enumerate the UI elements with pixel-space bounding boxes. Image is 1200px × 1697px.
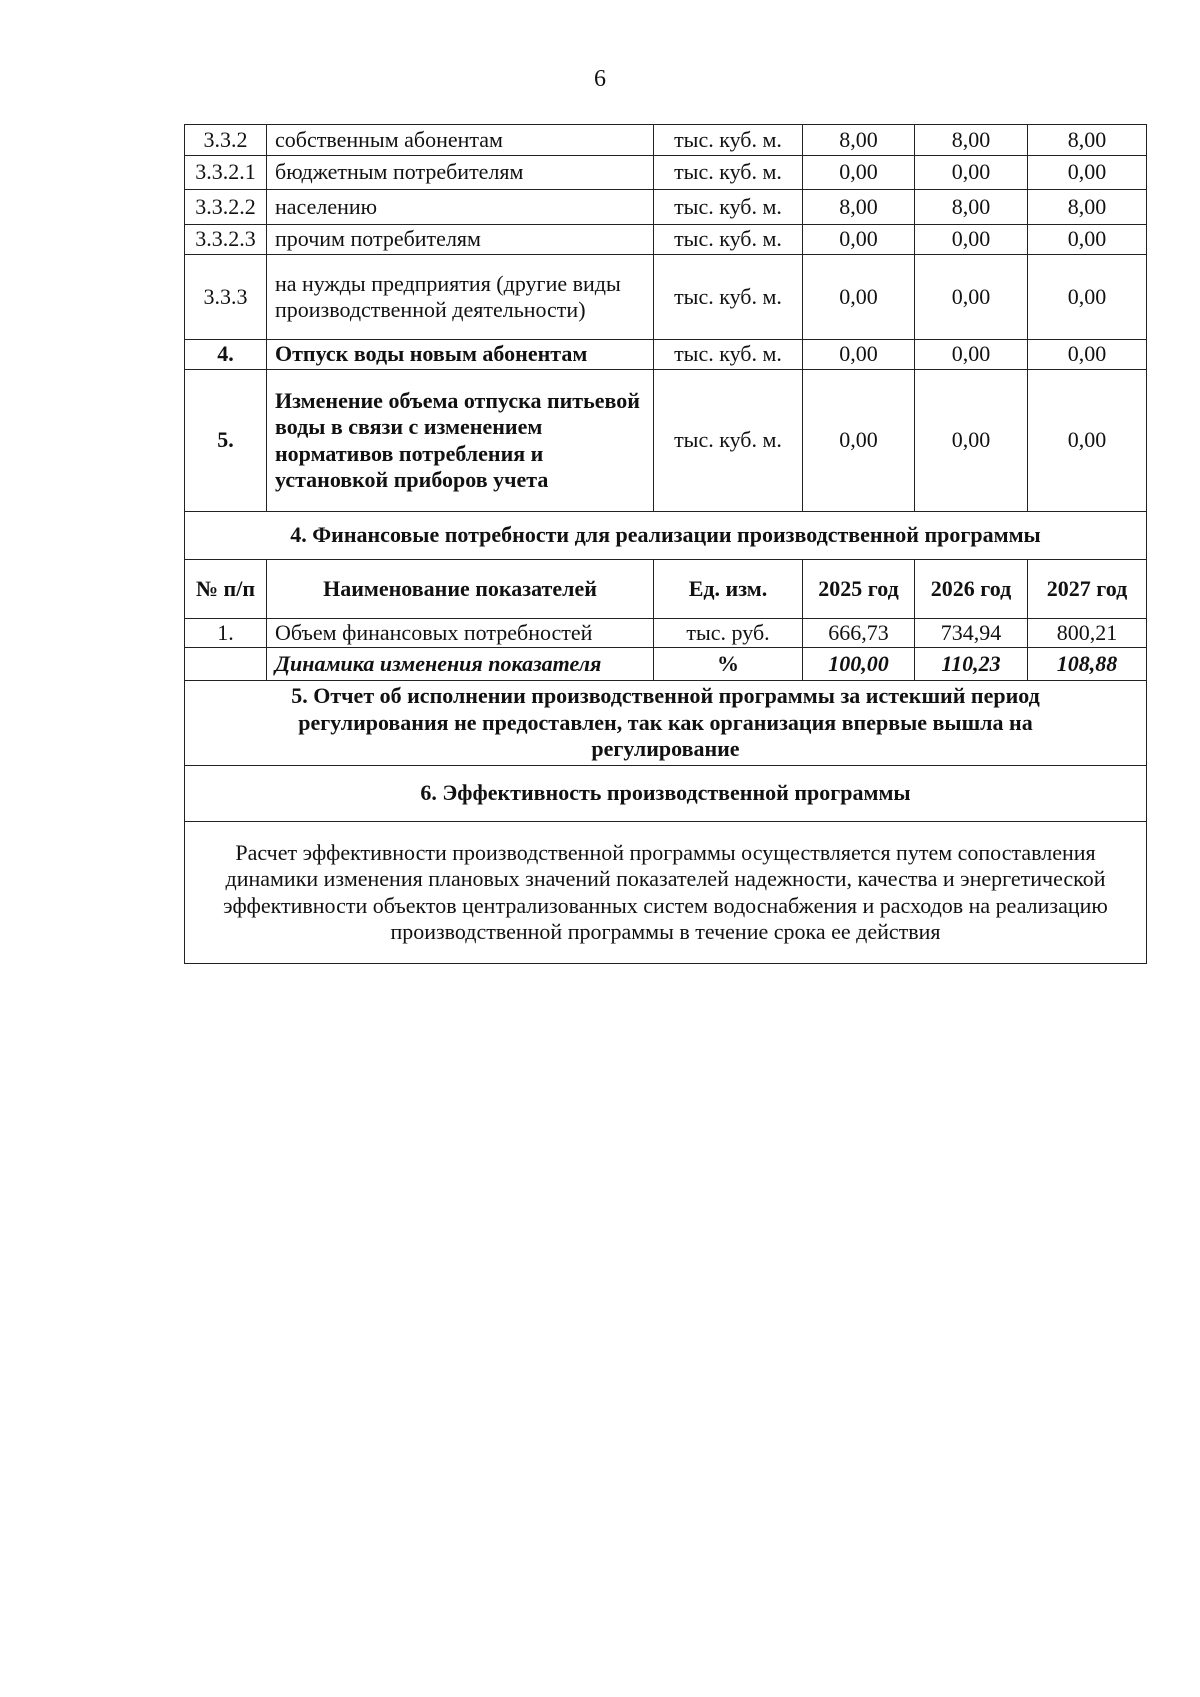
table-row bbox=[185, 648, 1147, 681]
value-2027: 800,21 bbox=[1028, 619, 1147, 648]
value-2027: 0,00 bbox=[1028, 156, 1147, 190]
value-2026: 8,00 bbox=[915, 190, 1028, 225]
header-number: № п/п bbox=[185, 560, 267, 619]
table-header-row bbox=[185, 560, 1147, 619]
row-number: 5. bbox=[185, 370, 267, 512]
header-year-2025: 2025 год bbox=[803, 560, 915, 619]
value-2027: 0,00 bbox=[1028, 255, 1147, 340]
paragraph-row bbox=[185, 822, 1147, 964]
value-2025: 666,73 bbox=[803, 619, 915, 648]
value-2025: 0,00 bbox=[803, 340, 915, 370]
unit-cell: % bbox=[654, 648, 803, 681]
value-2027: 0,00 bbox=[1028, 225, 1147, 255]
table-row bbox=[185, 619, 1147, 648]
indicator-name: Отпуск воды новым абонентам bbox=[267, 340, 654, 370]
row-number bbox=[185, 648, 267, 681]
value-2027: 0,00 bbox=[1028, 340, 1147, 370]
value-2025: 0,00 bbox=[803, 225, 915, 255]
value-2026: 0,00 bbox=[915, 370, 1028, 512]
indicator-name: бюджетным потребителям bbox=[267, 156, 654, 190]
table-row bbox=[185, 125, 1147, 156]
section-5-title: 5. Отчет об исполнении производственной программы за истекший период регулирования не предоставлен, так как организация впервые вышла на регулирование bbox=[185, 681, 1147, 766]
indicator-name: собственным абонентам bbox=[267, 125, 654, 156]
indicator-name: прочим потребителям bbox=[267, 225, 654, 255]
value-2026: 0,00 bbox=[915, 340, 1028, 370]
row-number: 1. bbox=[185, 619, 267, 648]
table-row bbox=[185, 370, 1147, 512]
unit-cell: тыс. руб. bbox=[654, 619, 803, 648]
value-2025: 0,00 bbox=[803, 156, 915, 190]
table-row bbox=[185, 190, 1147, 225]
value-2025: 0,00 bbox=[803, 255, 915, 340]
header-year-2026: 2026 год bbox=[915, 560, 1028, 619]
header-year-2027: 2027 год bbox=[1028, 560, 1147, 619]
row-number: 3.3.2.1 bbox=[185, 156, 267, 190]
indicator-name: Динамика изменения показателя bbox=[267, 648, 654, 681]
table-row bbox=[185, 255, 1147, 340]
table-row bbox=[185, 225, 1147, 255]
value-2026: 8,00 bbox=[915, 125, 1028, 156]
section-heading-row bbox=[185, 512, 1147, 560]
section-6-text: Расчет эффективности производственной программы осуществляется путем сопоставления динамики изменения плановых значений показателей надежности, качества и энергетической эффективности объектов централизованных систем водоснабжения и расходов на реализацию производственной программы в течение срока ее действия bbox=[185, 822, 1147, 964]
table-row bbox=[185, 156, 1147, 190]
unit-cell: тыс. куб. м. bbox=[654, 225, 803, 255]
value-2027: 8,00 bbox=[1028, 125, 1147, 156]
value-2025: 8,00 bbox=[803, 190, 915, 225]
row-number: 4. bbox=[185, 340, 267, 370]
unit-cell: тыс. куб. м. bbox=[654, 125, 803, 156]
value-2026: 0,00 bbox=[915, 255, 1028, 340]
production-program-table bbox=[184, 124, 1147, 964]
indicator-name: населению bbox=[267, 190, 654, 225]
row-number: 3.3.3 bbox=[185, 255, 267, 340]
unit-cell: тыс. куб. м. bbox=[654, 156, 803, 190]
value-2025: 100,00 bbox=[803, 648, 915, 681]
section-heading-row bbox=[185, 766, 1147, 822]
value-2026: 0,00 bbox=[915, 156, 1028, 190]
value-2027: 0,00 bbox=[1028, 370, 1147, 512]
table-row bbox=[185, 340, 1147, 370]
unit-cell: тыс. куб. м. bbox=[654, 370, 803, 512]
header-indicator-name: Наименование показателей bbox=[267, 560, 654, 619]
value-2027: 8,00 bbox=[1028, 190, 1147, 225]
row-number: 3.3.2.3 bbox=[185, 225, 267, 255]
unit-cell: тыс. куб. м. bbox=[654, 190, 803, 225]
value-2026: 734,94 bbox=[915, 619, 1028, 648]
value-2026: 0,00 bbox=[915, 225, 1028, 255]
unit-cell: тыс. куб. м. bbox=[654, 255, 803, 340]
row-number: 3.3.2 bbox=[185, 125, 267, 156]
indicator-name: Объем финансовых потребностей bbox=[267, 619, 654, 648]
header-unit: Ед. изм. bbox=[654, 560, 803, 619]
section-4-title: 4. Финансовые потребности для реализации производственной программы bbox=[185, 512, 1147, 560]
row-number: 3.3.2.2 bbox=[185, 190, 267, 225]
indicator-name: Изменение объема отпуска питьевой воды в связи с изменением нормативов потребления и установкой приборов учета bbox=[267, 370, 654, 512]
value-2025: 0,00 bbox=[803, 370, 915, 512]
value-2026: 110,23 bbox=[915, 648, 1028, 681]
section-6-title: 6. Эффективность производственной программы bbox=[185, 766, 1147, 822]
page-number: 6 bbox=[594, 66, 606, 92]
section-heading-row bbox=[185, 681, 1147, 766]
value-2025: 8,00 bbox=[803, 125, 915, 156]
indicator-name: на нужды предприятия (другие виды производственной деятельности) bbox=[267, 255, 654, 340]
unit-cell: тыс. куб. м. bbox=[654, 340, 803, 370]
value-2027: 108,88 bbox=[1028, 648, 1147, 681]
